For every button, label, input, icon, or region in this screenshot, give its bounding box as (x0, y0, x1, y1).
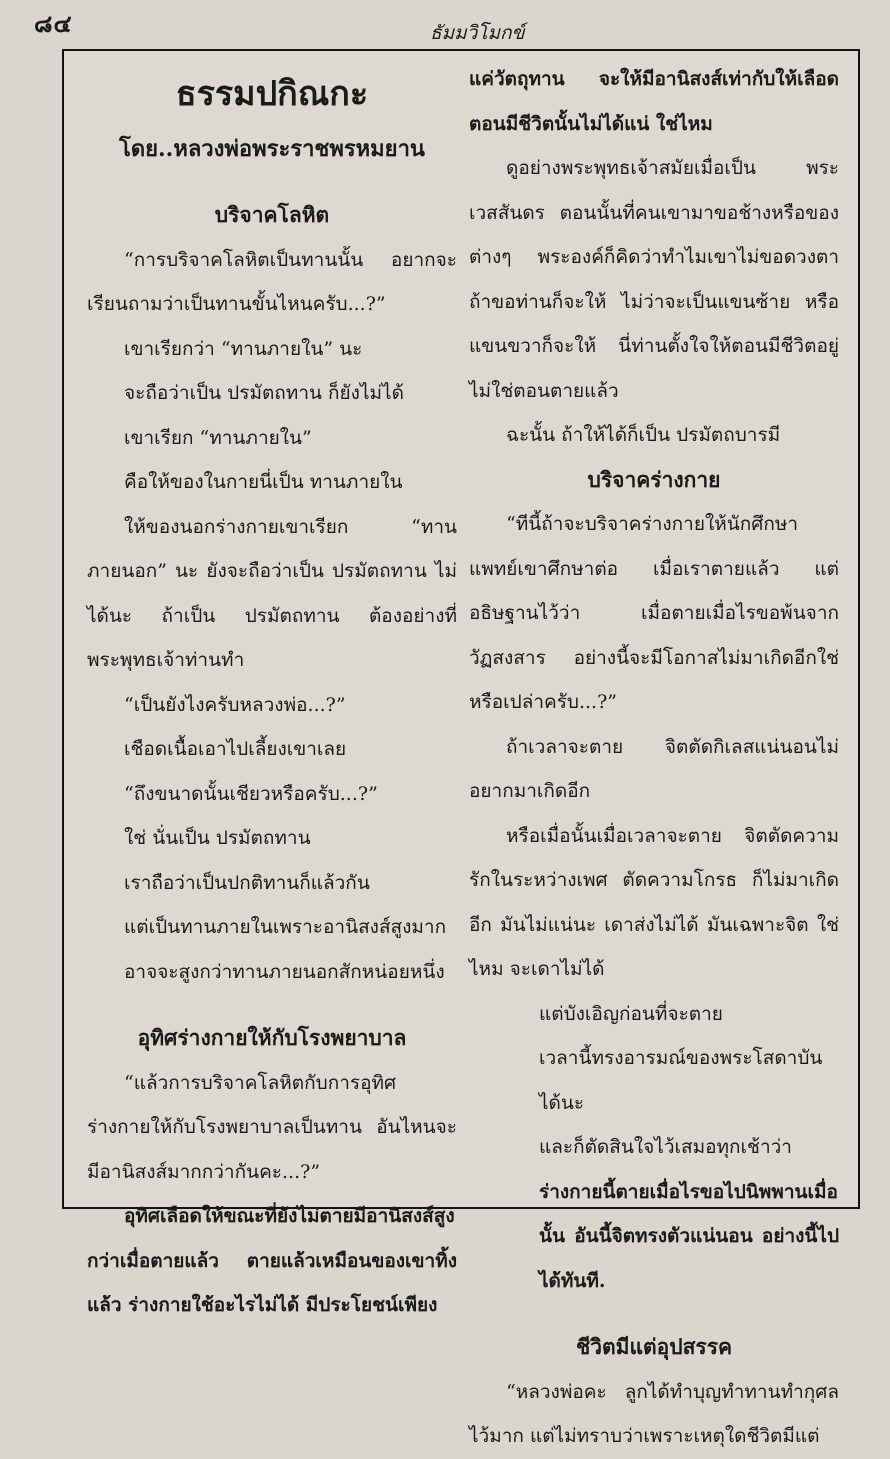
paragraph: เวลานี้ทรงอารมณ์ของพระโสดาบันได้นะ (539, 1047, 823, 1114)
article-title: ธรรมปกิณกะ (175, 74, 369, 114)
paragraph: ดูอย่างพระพุทธเจ้าสมัยเมื่อเป็น พระเวสสันดร ตอนนั้นที่คนเขามาขอช้างหรือของต่างๆ พระองค์ก็คิดว่าทำไมเขาไม่ขอดวงตา ถ้าขอท่านก็จะให้ ไม่ว่าจะเป็นแขนซ้าย หรือแขนขวาก็จะให้ นี่ท่านตั้งใจให้ตอนมีชีวิตอยู่ ไม่ใช่ตอนตายแล้ว (469, 157, 839, 402)
paragraph: แต่บังเอิญก่อนที่จะตาย (539, 1002, 723, 1025)
section-heading-life-obstacles: ชีวิตมีแต่อุปสรรค (575, 1334, 733, 1359)
paragraph: เขาเรียกว่า “ทานภายใน” นะ (124, 337, 363, 360)
paragraph: ใช่ นั่นเป็น ปรมัตถทาน (124, 827, 311, 849)
article-frame (62, 49, 860, 1447)
paragraph: หรือเมื่อนั้นเมื่อเวลาจะตาย จิตตัดความรักในระหว่างเพศ ตัดความโกรธ ก็ไม่มาเกิดอีก มันไม่แน่นะ เดาส่งไม่ได้ มันเฉพาะจิต ใช่ไหม จะเดาไม่ได้ (469, 824, 839, 980)
paragraph: “การบริจาคโลหิตเป็นทานนั้น อยากจะเรียนถามว่าเป็นทานขั้นไหนครับ...?” (87, 248, 457, 315)
section-heading-blood-donation: บริจาคโลหิต (214, 202, 330, 227)
paragraph: ฉะนั้น ถ้าให้ได้ก็เป็น ปรมัตถบารมี (506, 424, 781, 446)
paragraph: เชือดเนื้อเอาไปเลี้ยงเขาเลย (124, 738, 347, 760)
section-heading-body-donation-hospital: อุทิศร่างกายให้กับโรงพยาบาล (137, 1025, 407, 1050)
paragraph: แต่เป็นทานภายในเพราะอานิสงส์สูงมาก (124, 916, 447, 938)
paragraph: “เป็นยังไงครับหลวงพ่อ...?” (124, 693, 346, 716)
paragraph: “หลวงพ่อคะ ลูกได้ทำบุญทำทานทำกุศลไว้มาก แต่ไม่ทราบว่าเพราะเหตุใดชีวิตมีแต่ (469, 1380, 839, 1447)
paragraph: “ถึงขนาดนั้นเชียวหรือครับ...?” (124, 782, 378, 805)
paragraph: เขาเรียก “ทานภายใน” (124, 426, 312, 449)
section-heading-body-donation: บริจาคร่างกาย (587, 466, 721, 492)
paragraph: คือให้ของในกายนี่เป็น ทานภายใน (124, 471, 403, 493)
right-column (469, 57, 839, 1459)
paragraph: ร่างกายนี้ตายเมื่อไรขอไปนิพพานเมื่อนั้น อันนี้จิตทรงตัวแน่นอน อย่างนี้ไปได้ทันที. (539, 1180, 839, 1292)
running-head: ธัมมวิโมกข์ (430, 22, 525, 44)
paragraph: ถ้าเวลาจะตาย จิตตัดกิเลสแน่นอนไม่อยากมาเกิดอีก (469, 735, 839, 802)
article-byline: โดย..หลวงพ่อพระราชพรหมยาน (119, 136, 425, 162)
paragraph: และก็ตัดสินใจไว้เสมอทุกเช้าว่า (539, 1136, 792, 1158)
paragraph: จะถือว่าเป็น ปรมัตถทาน ก็ยังไม่ได้ (124, 382, 404, 404)
paragraph: แค่วัตถุทาน จะให้มีอานิสงส์เท่ากับให้เลือดตอนมีชีวิตนั้นไม่ได้แน่ ใช่ไหม (469, 68, 839, 135)
page-number: ๘๔ (34, 9, 73, 38)
paragraph: เราถือว่าเป็นปกติทานก็แล้วกัน (124, 871, 370, 894)
left-column (87, 57, 457, 1328)
paragraph: “ทีนี้ถ้าจะบริจาคร่างกายให้นักศึกษาแพทย์เขาศึกษาต่อ เมื่อเราตายแล้ว แต่อธิษฐานไว้ว่า เมื่อตายเมื่อไรขอพ้นจากวัฏสงสาร อย่างนี้จะมีโอกาสไม่มาเกิดอีกใช่หรือเปล่าครับ...?” (469, 513, 839, 713)
paragraph: อาจจะสูงกว่าทานภายนอกสักหน่อยหนึ่ง (124, 960, 445, 983)
paragraph: อุทิศเลือดให้ขณะที่ยังไม่ตายมีอานิสงส์สูงกว่าเมื่อตายแล้ว ตายแล้วเหมือนของเขาทิ้งแล้ว ร่างกายใช้อะไรไม่ได้ มีประโยชน์เพียง (87, 1205, 457, 1316)
paragraph: “แล้วการบริจาคโลหิตกับการอุทิศร่างกายให้กับโรงพยาบาลเป็นทาน อันไหนจะมีอานิสงส์มากกว่ากันคะ...?” (87, 1071, 457, 1183)
paragraph: ให้ของนอกร่างกายเขาเรียก “ทานภายนอก” นะ ยังจะถือว่าเป็น ปรมัตถทาน ไม่ได้นะ ถ้าเป็น ปรมัตถทาน ต้องอย่างที่พระพุทธเจ้าท่านทำ (87, 515, 457, 671)
